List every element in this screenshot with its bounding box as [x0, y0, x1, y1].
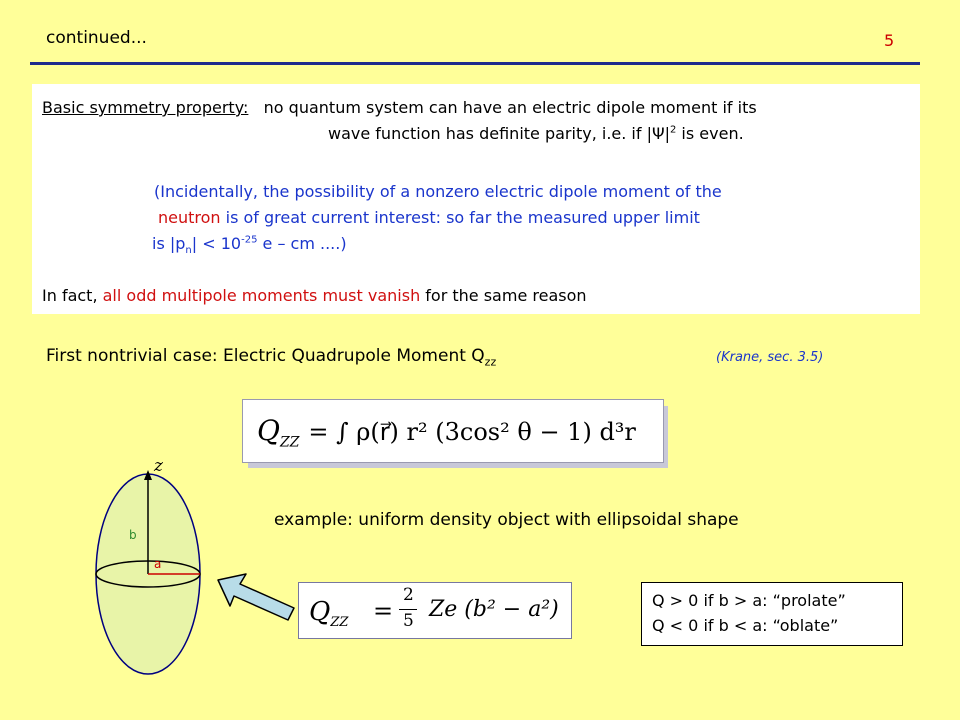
equation1-box — [242, 399, 664, 463]
q-conditions-box — [641, 582, 903, 646]
incidental-line2-text: is of great current interest: so far the measured upper limit — [220, 208, 700, 227]
header-rule — [30, 62, 920, 65]
fact-line — [42, 286, 587, 305]
incidental-line1: (Incidentally, the possibility of a nonzero electric dipole moment of the — [154, 182, 722, 201]
equation2-lhs-group — [309, 597, 348, 630]
header-title: continued... — [46, 28, 147, 48]
equation2-lhs-sub: ZZ — [330, 615, 349, 631]
symmetry-line2 — [328, 124, 744, 143]
limit-mid: | < 10 — [191, 234, 242, 253]
symmetry-line1 — [42, 98, 757, 117]
psi-exponent: 2 — [669, 124, 677, 136]
pointer-arrow-icon — [214, 570, 298, 626]
symmetry-label: Basic symmetry property: — [42, 98, 249, 117]
equation2-lhs: Q — [309, 597, 331, 627]
symmetry-text2: wave function has definite parity, i.e. if |Ψ| — [328, 124, 670, 143]
first-case-text: First nontrivial case: Electric Quadrupole Moment Q — [46, 346, 485, 366]
q-condition-oblate: Q < 0 if b < a: “oblate” — [652, 616, 839, 635]
equation1-lhs: Q — [257, 414, 280, 447]
equation1-rhs: = ∫ ρ(r⃗) r² (3cos² θ − 1) d³r — [308, 418, 636, 446]
z-axis-label: z — [154, 456, 163, 476]
first-case-sub: zz — [484, 355, 497, 369]
krane-reference: (Krane, sec. 3.5) — [716, 350, 824, 365]
equation1-lhs-sub: ZZ — [279, 434, 300, 451]
equation2-equals: = — [373, 597, 394, 625]
a-label: a — [154, 557, 162, 571]
fact-pre: In fact, — [42, 286, 103, 305]
symmetry-text1: no quantum system can have an electric dipole moment if its — [263, 98, 757, 117]
neutron-word: neutron — [158, 208, 221, 227]
equation1 — [257, 414, 636, 451]
limit-exponent: -25 — [241, 234, 258, 246]
incidental-line2 — [158, 208, 700, 227]
fact-post: for the same reason — [420, 286, 587, 305]
equation2-numerator: 2 — [403, 585, 414, 605]
symmetry-box — [32, 84, 920, 314]
symmetry-text2-end: is even. — [676, 124, 744, 143]
q-condition-prolate: Q > 0 if b > a: “prolate” — [652, 591, 846, 610]
example-text: example: uniform density object with ellipsoidal shape — [274, 510, 739, 530]
b-label: b — [129, 528, 137, 542]
equation2-denominator: 5 — [403, 611, 414, 631]
limit-sub: n — [185, 245, 192, 257]
fact-highlight: all odd multipole moments must vanish — [102, 286, 421, 305]
equation2-box — [298, 582, 572, 639]
limit-pre: is |p — [152, 234, 186, 253]
limit-post: e – cm ....) — [257, 234, 347, 253]
incidental-line3 — [152, 234, 347, 256]
equation2-rhs: Ze (b² − a²) — [429, 597, 559, 622]
fraction-bar — [399, 609, 417, 610]
page-number: 5 — [884, 31, 895, 50]
first-case-line — [46, 346, 496, 368]
